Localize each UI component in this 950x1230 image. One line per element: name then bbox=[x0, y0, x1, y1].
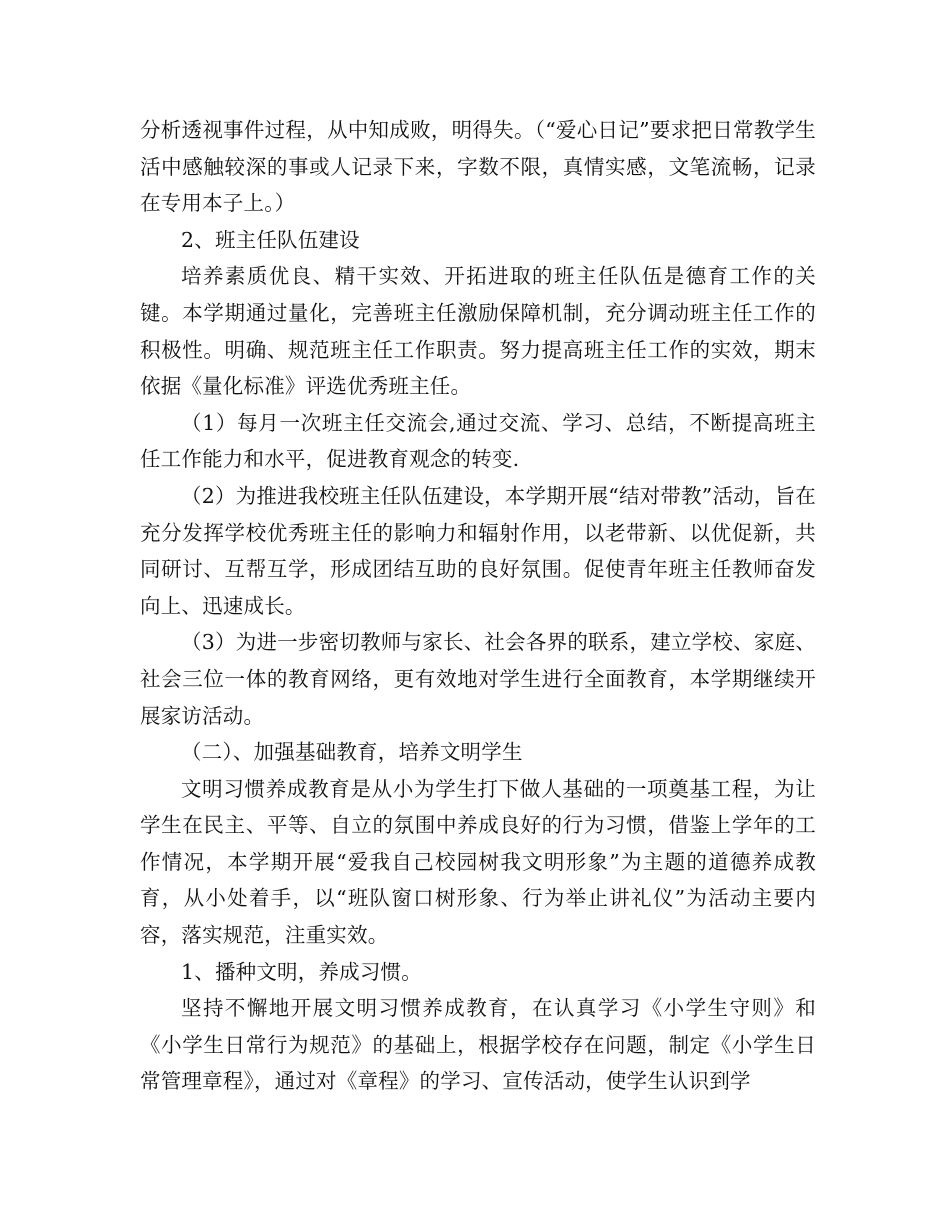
paragraph-persist-education: 坚持不懈地开展文明习惯养成教育，在认真学习《小学生守则》和《小学生日常行为规范》的基础上，根据学校存在问题，制定《小学生日常管理章程》，通过对《章程》的学习、宣传活动，使学生认识到学 bbox=[140, 996, 816, 1094]
section-heading-class-teacher-team: 2、班主任队伍建设 bbox=[181, 227, 360, 252]
subsection-heading-sow-civility: 1、播种文明，养成习惯。 bbox=[181, 959, 422, 984]
paragraph-continuation: 分析透视事件过程，从中知成败，明得失。（“爱心日记”要求把日常教学生活中感触较深的事或人记录下来，字数不限，真情实感，文笔流畅，记录在专用本子上。） bbox=[140, 118, 816, 216]
paragraph-civility-habits: 文明习惯养成教育是从小为学生打下做人基础的一项奠基工程，为让学生在民主、平等、自立的氛围中养成良好的行为习惯，借鉴上学年的工作情况，本学期开展“爱我自己校园树我文明形象”为主题的道德养成教育，从小处着手，以“班队窗口树形象、行为举止讲礼仪”为活动主要内容，落实规范，注重实效。 bbox=[140, 776, 816, 948]
section-heading-basic-education: （二）、加强基础教育，培养文明学生 bbox=[181, 740, 523, 765]
document-body bbox=[140, 112, 816, 1100]
list-item-2: （2）为推进我校班主任队伍建设，本学期开展“结对带教”活动，旨在充分发挥学校优秀班主任的影响力和辐射作用，以老带新、以优促新，共同研讨、互帮互学，形成团结互助的良好氛围。促使青年班主任教师奋发向上、迅速成长。 bbox=[140, 483, 816, 618]
list-item-1: （1）每月一次班主任交流会,通过交流、学习、总结，不断提高班主任工作能力和水平，促进教育观念的转变. bbox=[140, 410, 816, 472]
list-item-3: （3）为进一步密切教师与家长、社会各界的联系，建立学校、家庭、社会三位一体的教育网络，更有效地对学生进行全面教育，本学期继续开展家访活动。 bbox=[140, 630, 816, 728]
paragraph-class-teacher-team: 培养素质优良、精干实效、开拓进取的班主任队伍是德育工作的关键。本学期通过量化，完善班主任激励保障机制，充分调动班主任工作的积极性。明确、规范班主任工作职责。努力提高班主任工作的实效，期末依据《量化标准》评选优秀班主任。 bbox=[140, 264, 816, 399]
